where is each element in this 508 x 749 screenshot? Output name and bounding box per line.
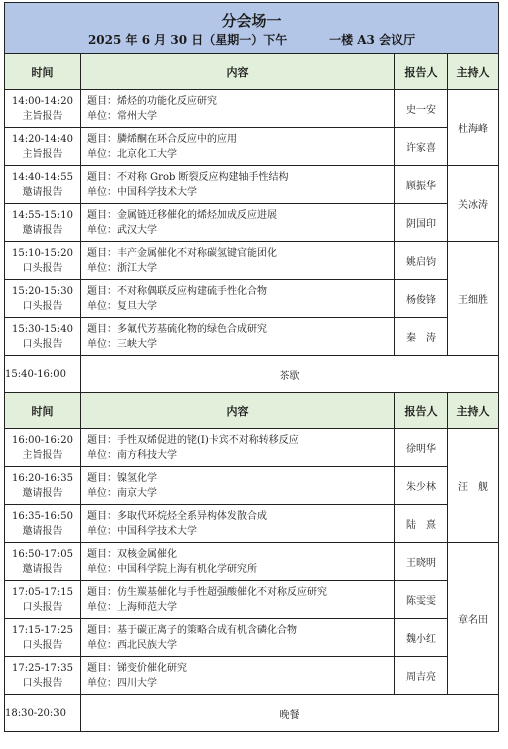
topic-text: 基于碳正离子的策略合成有机含磷化合物: [117, 624, 297, 636]
topic-prefix: 题目：: [87, 209, 117, 221]
topic-prefix: 题目：: [87, 434, 117, 446]
content-cell: [81, 280, 395, 318]
reporter-cell: 周吉亮: [395, 657, 448, 695]
reporter-cell: 陆 熹: [395, 505, 448, 543]
unit-line: [87, 638, 394, 653]
unit-prefix: 单位：: [87, 601, 117, 613]
time-cell: [5, 657, 81, 695]
unit-text: 四川大学: [117, 677, 157, 689]
time-cell: [5, 467, 81, 505]
time-range: 16:50-17:05: [11, 548, 73, 560]
topic-text: 多取代环烷烃全系异构体发散合成: [117, 510, 267, 522]
reporter-cell: 魏小红: [395, 619, 448, 657]
unit-text: 浙江大学: [117, 262, 157, 274]
topic-prefix: 题目：: [87, 95, 117, 107]
time-range: 14:20-14:40: [11, 133, 73, 145]
topic-prefix: 题目：: [87, 171, 117, 183]
report-type: 邀请报告: [22, 487, 63, 499]
report-type: 邀请报告: [22, 525, 63, 537]
time-range: 14:40-14:55: [11, 171, 73, 183]
time-cell: [5, 619, 81, 657]
unit-text: 中国科学技术大学: [117, 186, 197, 198]
topic-prefix: 题目：: [87, 285, 117, 297]
unit-prefix: 单位：: [87, 110, 117, 122]
unit-prefix: 单位：: [87, 639, 117, 651]
table-row: [5, 166, 499, 204]
reporter-cell: 许家喜: [395, 128, 448, 166]
table-row: [5, 280, 499, 318]
report-type: 邀请报告: [22, 224, 63, 236]
unit-text: 北京化工大学: [117, 148, 177, 160]
topic-text: 不对称 Grob 断裂反应构建轴手性结构: [117, 171, 289, 183]
content-cell: [81, 543, 395, 581]
time-cell: [5, 90, 81, 128]
time-range: 16:20-16:35: [11, 472, 73, 484]
unit-text: 中国科学技术大学: [117, 525, 197, 537]
topic-prefix: 题目：: [87, 247, 117, 259]
topic-prefix: 题目：: [87, 624, 117, 636]
unit-text: 西北民族大学: [117, 639, 177, 651]
reporter-cell: 朱少林: [395, 467, 448, 505]
topic-text: 烯烃的功能化反应研究: [117, 95, 217, 107]
time-range: 17:15-17:25: [11, 624, 73, 636]
unit-text: 南京大学: [117, 487, 157, 499]
page-title: 分会场一: [221, 12, 282, 30]
unit-line: [87, 337, 394, 352]
table-row: [5, 128, 499, 166]
header-content: 内容: [81, 393, 395, 429]
header-content: 内容: [81, 54, 395, 90]
reporter-cell: 王晓明: [395, 543, 448, 581]
report-type: 口头报告: [22, 639, 63, 651]
topic-text: 双核金属催化: [117, 548, 177, 560]
unit-prefix: 单位：: [87, 677, 117, 689]
host-cell: 汪 舰: [448, 429, 499, 543]
content-cell: [81, 166, 395, 204]
topic-text: 锑变价催化研究: [117, 662, 187, 674]
topic-prefix: 题目：: [87, 548, 117, 560]
topic-line: [87, 585, 394, 600]
unit-text: 常州大学: [117, 110, 157, 122]
reporter-cell: 姚启钧: [395, 242, 448, 280]
time-cell: [5, 166, 81, 204]
table-row: [5, 318, 499, 356]
topic-line: [87, 623, 394, 638]
unit-line: [87, 185, 394, 200]
topic-line: [87, 170, 394, 185]
header-row: [5, 54, 499, 90]
unit-line: [87, 600, 394, 615]
report-type: 口头报告: [22, 300, 63, 312]
time-cell: [5, 318, 81, 356]
reporter-cell: 秦 涛: [395, 318, 448, 356]
break-label: 晚餐: [81, 695, 499, 732]
table-row: [5, 467, 499, 505]
host-cell: 章名田: [448, 543, 499, 695]
unit-text: 三峡大学: [117, 338, 157, 350]
content-cell: [81, 90, 395, 128]
content-cell: [81, 505, 395, 543]
break-time: 18:30-20:30: [5, 695, 81, 732]
unit-line: [87, 109, 394, 124]
time-cell: [5, 429, 81, 467]
content-cell: [81, 242, 395, 280]
content-cell: [81, 318, 395, 356]
table-row: [5, 204, 499, 242]
table-row: [5, 505, 499, 543]
unit-prefix: 单位：: [87, 148, 117, 160]
time-range: 14:55-15:10: [11, 209, 73, 221]
header-host: 主持人: [448, 393, 499, 429]
topic-prefix: 题目：: [87, 662, 117, 674]
topic-line: [87, 471, 394, 486]
topic-text: 不对称偶联反应构建硫手性化合物: [117, 285, 267, 297]
header-time: 时间: [5, 393, 81, 429]
table-row: [5, 429, 499, 467]
table-row: [5, 90, 499, 128]
unit-prefix: 单位：: [87, 300, 117, 312]
time-range: 15:10-15:20: [11, 247, 73, 259]
topic-prefix: 题目：: [87, 133, 117, 145]
topic-line: [87, 322, 394, 337]
content-cell: [81, 619, 395, 657]
header-time: 时间: [5, 54, 81, 90]
unit-prefix: 单位：: [87, 525, 117, 537]
report-type: 口头报告: [22, 338, 63, 350]
break-row: [5, 695, 499, 732]
reporter-cell: 陈雯雯: [395, 581, 448, 619]
unit-prefix: 单位：: [87, 186, 117, 198]
unit-line: [87, 147, 394, 162]
table-row: [5, 657, 499, 695]
break-time: 15:40-16:00: [5, 356, 81, 393]
content-cell: [81, 204, 395, 242]
schedule-sheet: [4, 2, 498, 732]
schedule-body: [5, 3, 499, 732]
report-type: 口头报告: [22, 601, 63, 613]
topic-text: 金属链迁移催化的烯烃加成反应进展: [117, 209, 277, 221]
content-cell: [81, 128, 395, 166]
unit-line: [87, 486, 394, 501]
time-range: 16:00-16:20: [11, 434, 73, 446]
topic-line: [87, 208, 394, 223]
unit-prefix: 单位：: [87, 449, 117, 461]
topic-line: [87, 433, 394, 448]
unit-line: [87, 524, 394, 539]
header-reporter: 报告人: [395, 393, 448, 429]
title-row: [5, 3, 499, 54]
reporter-cell: 阴国印: [395, 204, 448, 242]
time-range: 15:30-15:40: [11, 323, 73, 335]
content-cell: [81, 467, 395, 505]
reporter-cell: 杨俊锋: [395, 280, 448, 318]
time-cell: [5, 280, 81, 318]
unit-line: [87, 676, 394, 691]
header-reporter: 报告人: [395, 54, 448, 90]
table-row: [5, 581, 499, 619]
report-type: 口头报告: [22, 677, 63, 689]
unit-prefix: 单位：: [87, 563, 117, 575]
unit-text: 中国科学院上海有机化学研究所: [117, 563, 257, 575]
time-range: 16:35-16:50: [11, 510, 73, 522]
reporter-cell: 徐明华: [395, 429, 448, 467]
time-cell: [5, 204, 81, 242]
time-range: 17:05-17:15: [11, 586, 73, 598]
topic-text: 膦烯酮在环合反应中的应用: [117, 133, 237, 145]
topic-text: 多氟代芳基硫化物的绿色合成研究: [117, 323, 267, 335]
unit-line: [87, 299, 394, 314]
content-cell: [81, 581, 395, 619]
unit-text: 武汉大学: [117, 224, 157, 236]
host-cell: 关冰涛: [448, 166, 499, 242]
topic-text: 丰产金属催化不对称碳氢键官能团化: [117, 247, 277, 259]
content-cell: [81, 657, 395, 695]
topic-line: [87, 246, 394, 261]
unit-text: 复旦大学: [117, 300, 157, 312]
report-type: 邀请报告: [22, 563, 63, 575]
host-cell: 杜海峰: [448, 90, 499, 166]
time-range: 17:25-17:35: [11, 662, 73, 674]
topic-line: [87, 284, 394, 299]
time-cell: [5, 242, 81, 280]
topic-prefix: 题目：: [87, 472, 117, 484]
session-venue: 一楼 A3 会议厅: [329, 33, 416, 47]
table-row: [5, 242, 499, 280]
title-cell: [5, 3, 499, 54]
time-cell: [5, 581, 81, 619]
report-type: 主旨报告: [22, 110, 63, 122]
unit-prefix: 单位：: [87, 224, 117, 236]
report-type: 口头报告: [22, 262, 63, 274]
report-type: 主旨报告: [22, 449, 63, 461]
topic-text: 镍氢化学: [117, 472, 157, 484]
time-cell: [5, 128, 81, 166]
topic-text: 仿生羰基催化与手性超强酸催化不对称反应研究: [117, 586, 327, 598]
unit-prefix: 单位：: [87, 338, 117, 350]
unit-line: [87, 223, 394, 238]
unit-text: 南方科技大学: [117, 449, 177, 461]
time-range: 14:00-14:20: [11, 95, 73, 107]
reporter-cell: 顾振华: [395, 166, 448, 204]
unit-line: [87, 448, 394, 463]
unit-line: [87, 261, 394, 276]
host-cell: 王细胜: [448, 242, 499, 356]
time-range: 15:20-15:30: [11, 285, 73, 297]
time-cell: [5, 543, 81, 581]
table-row: [5, 619, 499, 657]
unit-text: 上海师范大学: [117, 601, 177, 613]
time-cell: [5, 505, 81, 543]
unit-prefix: 单位：: [87, 487, 117, 499]
schedule-table: [4, 2, 499, 732]
topic-line: [87, 94, 394, 109]
topic-prefix: 题目：: [87, 510, 117, 522]
topic-line: [87, 132, 394, 147]
page-subtitle: [5, 31, 498, 49]
topic-prefix: 题目：: [87, 586, 117, 598]
header-row: [5, 393, 499, 429]
topic-line: [87, 509, 394, 524]
topic-line: [87, 661, 394, 676]
break-row: [5, 356, 499, 393]
topic-prefix: 题目：: [87, 323, 117, 335]
topic-line: [87, 547, 394, 562]
reporter-cell: 史一安: [395, 90, 448, 128]
unit-prefix: 单位：: [87, 262, 117, 274]
table-row: [5, 543, 499, 581]
unit-line: [87, 562, 394, 577]
session-date: 2025 年 6 月 30 日（星期一）下午: [87, 33, 288, 47]
content-cell: [81, 429, 395, 467]
report-type: 邀请报告: [22, 186, 63, 198]
header-host: 主持人: [448, 54, 499, 90]
report-type: 主旨报告: [22, 148, 63, 160]
topic-text: 手性双烯促进的铑(I)卡宾不对称转移反应: [117, 434, 299, 446]
break-label: 茶歇: [81, 356, 499, 393]
